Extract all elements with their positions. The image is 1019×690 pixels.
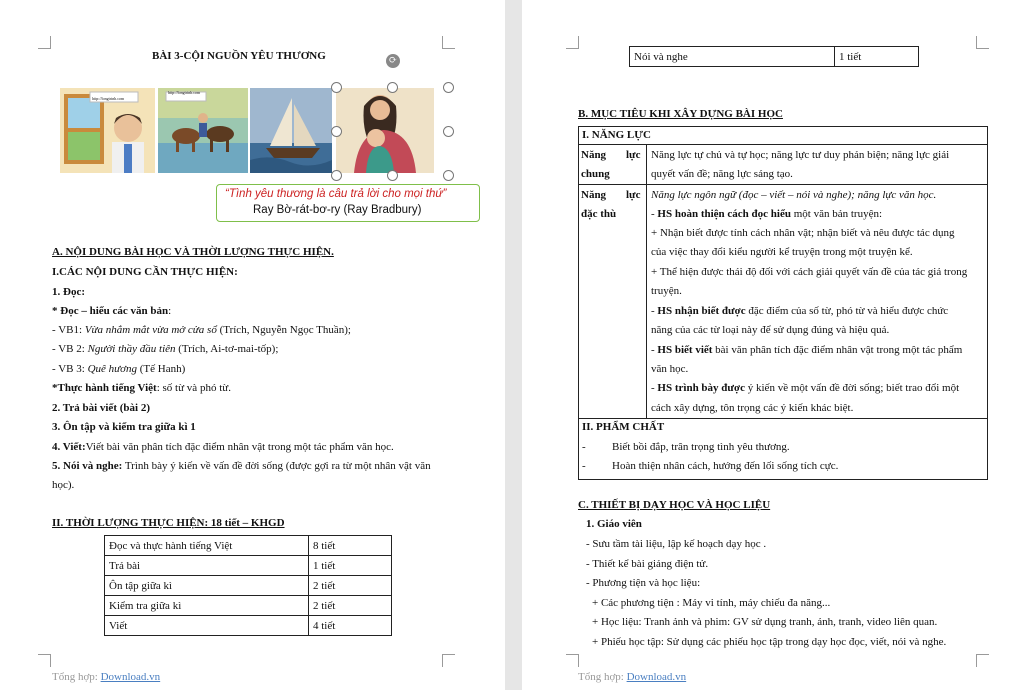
- nlc-text: quyết vấn đề; năng lực sáng tạo.: [651, 168, 793, 180]
- nldt-item: năng của các từ loại này để sử dụng đúng và hiệu quả.: [651, 324, 890, 336]
- crop-mark: [976, 654, 989, 667]
- crop-mark: [442, 36, 455, 49]
- crop-mark: [566, 654, 579, 667]
- nlc-text: Năng lực tự chủ và tự học; năng lực tư duy phản biện; năng lực giải: [651, 149, 950, 161]
- table-cell: 4 tiết: [309, 616, 392, 636]
- teacher-item: + Phiếu học tập: Sử dụng các phiếu học tập trong dạy học đọc, viết, nói và nghe.: [592, 636, 947, 648]
- resize-handle[interactable]: [443, 126, 454, 137]
- resize-handle[interactable]: [331, 126, 342, 137]
- nlc-label: Năng: [581, 149, 607, 161]
- practice-line: *Thực hành tiếng Việt: số từ và phó từ.: [52, 382, 231, 394]
- resize-handle[interactable]: [387, 170, 398, 181]
- nldt-intro: Năng lực ngôn ngữ (đọc – viết – nói và nghe); năng lực văn học.: [651, 189, 937, 201]
- illustration-sailboat: [250, 88, 332, 173]
- nlc-label: lực: [626, 149, 641, 161]
- resize-handle[interactable]: [443, 82, 454, 93]
- nldt-item: - HS biết viết bài văn phân tích đặc điểm nhân vật trong một tác phẩm: [651, 344, 963, 356]
- crop-mark: [976, 36, 989, 49]
- crop-mark: [38, 654, 51, 667]
- document-page-1: [0, 0, 505, 690]
- quote-text: “Tình yêu thương là câu trả lời cho mọi thứ”: [225, 188, 447, 200]
- table-row: [105, 556, 392, 576]
- resize-handle[interactable]: [331, 82, 342, 93]
- item-2: 2. Trả bài viết (bài 2): [52, 402, 150, 414]
- image-caption: http://longtrinh.com: [92, 96, 125, 101]
- table-cell: Trả bài: [105, 556, 309, 576]
- pham-chat-heading: II. PHẨM CHẤT: [582, 421, 665, 433]
- table-row: [630, 47, 919, 67]
- section-a-heading: A. NỘI DUNG BÀI HỌC VÀ THỜI LƯỢNG THỰC HIỆN.: [52, 246, 334, 258]
- table-cell: 2 tiết: [309, 576, 392, 596]
- table-cell: Nói và nghe: [630, 47, 835, 67]
- page-footer: Tổng hợp: Download.vn: [578, 671, 687, 683]
- teacher-item: - Sưu tầm tài liệu, lập kế hoạch dạy học .: [586, 538, 767, 550]
- time-table-continued: [629, 46, 919, 67]
- table-cell: 8 tiết: [309, 536, 392, 556]
- illustration-horses: [158, 88, 248, 173]
- teacher-item: - Thiết kể bài giảng điện tử.: [586, 558, 709, 570]
- nldt-item: - HS hoàn thiện cách đọc hiểu một văn bản truyện:: [651, 208, 883, 220]
- table-row: [105, 536, 392, 556]
- quote-author: Ray Bờ-rát-bơ-ry (Ray Bradbury): [253, 204, 422, 216]
- nldt-item: + Nhận biết được tính cách nhân vật; nhận biết và nêu được tác dụng: [651, 227, 955, 239]
- vb3-line: - VB 3: Quê hương (Tế Hanh): [52, 363, 186, 375]
- table-divider: [578, 144, 988, 145]
- lesson-title: BÀI 3-CỘI NGUỒN YÊU THƯƠNG: [152, 50, 326, 62]
- page-footer: Tổng hợp: Download.vn: [52, 671, 161, 683]
- item-3: 3. Ôn tập và kiểm tra giữa kì 1: [52, 421, 196, 433]
- quote-box: [216, 184, 480, 222]
- table-divider: [578, 184, 988, 185]
- nldt-label: đặc thù: [581, 208, 617, 220]
- crop-mark: [566, 36, 579, 49]
- nlc-label: chung: [581, 168, 610, 180]
- table-cell: 2 tiết: [309, 596, 392, 616]
- nldt-item: truyện.: [651, 285, 682, 297]
- item-5: 5. Nói và nghe: Trình bày ý kiến về vấn đề đời sống (được gợi ra từ một nhân vật văn: [52, 460, 431, 472]
- reading-sub: * Đọc – hiểu các văn bản:: [52, 305, 172, 317]
- vb2-line: - VB 2: Người thầy đầu tiên (Trích, Ai-tơ-mai-tốp);: [52, 343, 279, 355]
- nldt-item: - HS nhận biết được đặc điểm của số từ, phó từ và hiểu được chức: [651, 305, 949, 317]
- section-ii-heading: II. THỜI LƯỢNG THỰC HIỆN: 18 tiết – KHGD: [52, 517, 285, 529]
- image-caption: http://longtrinh.com: [168, 90, 201, 95]
- table-cell: Viết: [105, 616, 309, 636]
- resize-handle[interactable]: [387, 82, 398, 93]
- table-cell: Ôn tập giữa kì: [105, 576, 309, 596]
- pc-dash: -: [582, 460, 586, 472]
- rotate-handle-icon[interactable]: ⟳: [386, 54, 400, 68]
- teacher-item: + Các phương tiện : Máy vi tính, máy chiếu đa năng...: [592, 597, 831, 609]
- crop-mark: [38, 36, 51, 49]
- nldt-item: - HS trình bày được ý kiến về một vấn đề đời sống; biết trao đổi một: [651, 382, 960, 394]
- section-i-heading: I.CÁC NỘI DUNG CẦN THỰC HIỆN:: [52, 266, 238, 278]
- reading-heading: 1. Đọc:: [52, 286, 85, 298]
- teacher-heading: 1. Giáo viên: [586, 518, 642, 530]
- pc-item: Biết bồi đắp, trân trọng tình yêu thương.: [612, 441, 790, 453]
- item-5-cont: học).: [52, 479, 75, 491]
- nldt-label: lực: [626, 189, 641, 201]
- crop-mark: [442, 654, 455, 667]
- footer-link[interactable]: Download.vn: [626, 671, 687, 683]
- resize-handle[interactable]: [331, 170, 342, 181]
- pc-dash: -: [582, 441, 586, 453]
- vb1-line: - VB1: Vừa nhắm mắt vừa mở cửa sổ (Trích, Nguyễn Ngọc Thuần);: [52, 324, 351, 336]
- teacher-item: - Phương tiện và học liệu:: [586, 577, 701, 589]
- table-divider: [578, 418, 988, 419]
- table-cell: 1 tiết: [835, 47, 919, 67]
- illustration-mother-child: [336, 88, 434, 173]
- nldt-item: + Thể hiện được thái độ đối với cách giải quyết vấn đề của tác giả trong: [651, 266, 968, 278]
- nldt-item: cách xây dựng, tôn trọng các ý kiến khác biệt.: [651, 402, 854, 414]
- table-cell: Đọc và thực hành tiếng Việt: [105, 536, 309, 556]
- pc-item: Hoàn thiện nhân cách, hướng đến lối sống tích cực.: [612, 460, 839, 472]
- nldt-item: của việc thay đổi kiểu người kể truyện trong một truyện kể.: [651, 246, 913, 258]
- nang-luc-heading: I. NĂNG LỰC: [582, 129, 651, 141]
- table-row: [105, 576, 392, 596]
- item-4: 4. Viết:Viết bài văn phân tích đặc điểm nhân vật trong một tác phẩm văn học.: [52, 441, 394, 453]
- table-cell: 1 tiết: [309, 556, 392, 576]
- resize-handle[interactable]: [443, 170, 454, 181]
- table-divider: [646, 144, 647, 418]
- section-b-heading: B. MỤC TIÊU KHI XÂY DỰNG BÀI HỌC: [578, 108, 783, 120]
- nldt-label: Năng: [581, 189, 607, 201]
- table-row: [105, 596, 392, 616]
- document-page-2: [522, 0, 1019, 690]
- nldt-item: văn học.: [651, 363, 689, 375]
- time-table: [104, 535, 392, 636]
- teacher-item: + Học liệu: Tranh ảnh và phim: GV sử dụng tranh, ảnh, tranh, video liên quan.: [592, 616, 938, 628]
- footer-link[interactable]: Download.vn: [100, 671, 161, 683]
- table-row: [105, 616, 392, 636]
- table-cell: Kiểm tra giữa kì: [105, 596, 309, 616]
- section-c-heading: C. THIẾT BỊ DẠY HỌC VÀ HỌC LIỆU: [578, 499, 771, 511]
